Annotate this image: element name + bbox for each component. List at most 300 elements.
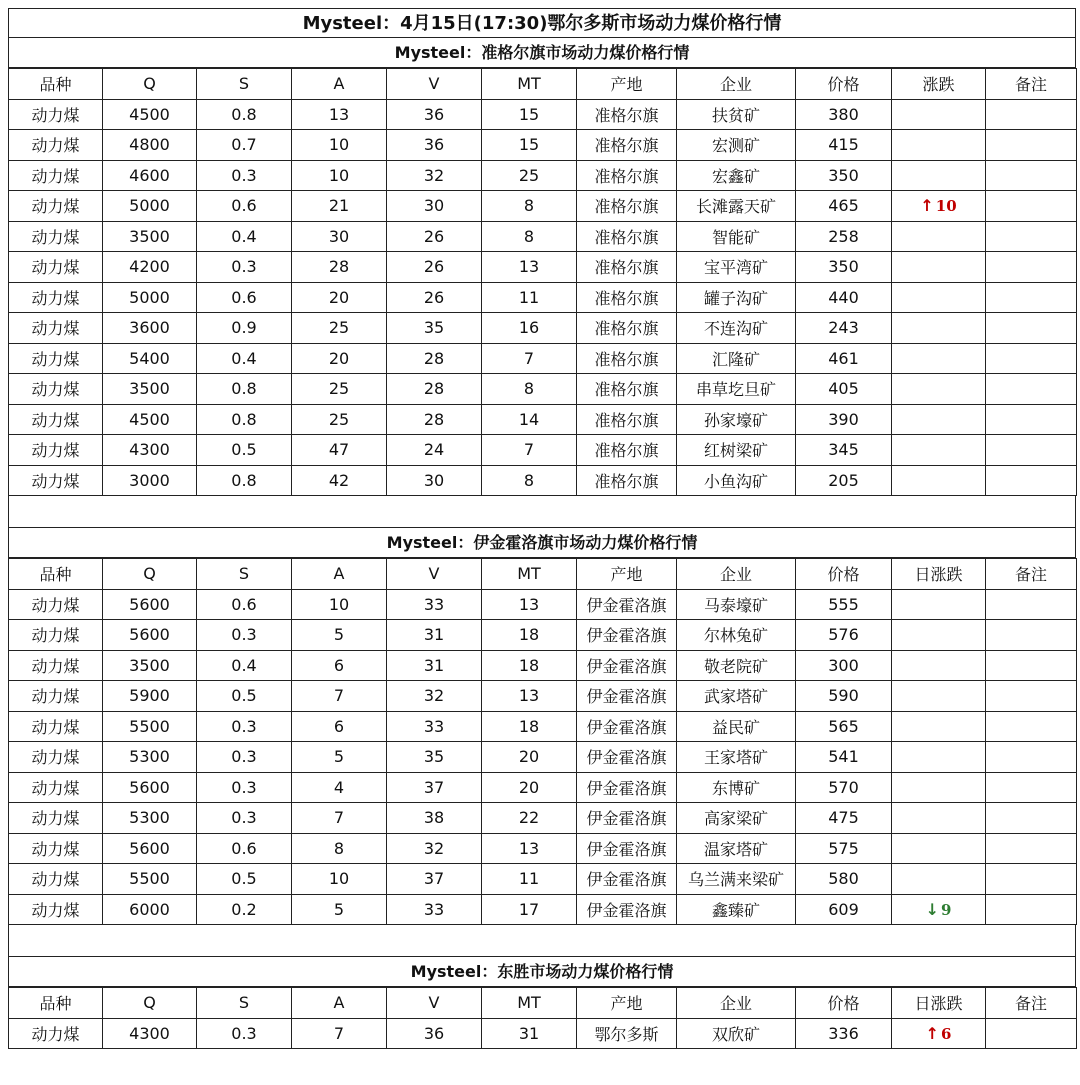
table-cell: 28 (387, 404, 482, 435)
table-cell: 26 (387, 252, 482, 283)
column-header: A (292, 69, 387, 100)
section-title: Mysteel：东胜市场动力煤价格行情 (8, 957, 1076, 987)
table-cell: 575 (796, 833, 892, 864)
report-title: Mysteel：4月15日(17:30)鄂尔多斯市场动力煤价格行情 (8, 8, 1076, 38)
column-header: Q (103, 559, 197, 590)
table-cell: 0.6 (197, 833, 292, 864)
table-cell: 4600 (103, 160, 197, 191)
change-cell (892, 252, 986, 283)
change-cell (892, 435, 986, 466)
table-cell: 动力煤 (9, 650, 103, 681)
change-cell (892, 864, 986, 895)
table-cell: 37 (387, 772, 482, 803)
table-cell: 伊金霍洛旗 (577, 894, 677, 925)
table-cell: 8 (482, 465, 577, 496)
table-cell: 动力煤 (9, 130, 103, 161)
table-row (9, 404, 1077, 435)
table-cell: 0.3 (197, 1018, 292, 1049)
table-cell: 15 (482, 130, 577, 161)
table-cell: 动力煤 (9, 313, 103, 344)
table-cell: 10 (292, 160, 387, 191)
down-arrow-icon: ↓ (925, 899, 939, 919)
table-cell: 7 (482, 435, 577, 466)
table-cell: 宝平湾矿 (677, 252, 796, 283)
table-cell: 590 (796, 681, 892, 712)
table-cell: 准格尔旗 (577, 374, 677, 405)
table-cell: 武家塔矿 (677, 681, 796, 712)
table-cell: 0.6 (197, 589, 292, 620)
change-cell (892, 833, 986, 864)
table-cell (986, 343, 1077, 374)
table-cell: 0.2 (197, 894, 292, 925)
table-cell: 390 (796, 404, 892, 435)
column-header: 品种 (9, 988, 103, 1019)
table-row (9, 160, 1077, 191)
table-cell: 0.6 (197, 282, 292, 313)
table-cell: 47 (292, 435, 387, 466)
table-cell: 5600 (103, 589, 197, 620)
column-header: 日涨跌 (892, 559, 986, 590)
table-cell: 动力煤 (9, 465, 103, 496)
table-cell (986, 864, 1077, 895)
column-header: Q (103, 69, 197, 100)
table-cell: 31 (387, 620, 482, 651)
table-cell (986, 742, 1077, 773)
change-cell (892, 772, 986, 803)
table-cell: 准格尔旗 (577, 435, 677, 466)
table-row (9, 343, 1077, 374)
table-cell: 宏测矿 (677, 130, 796, 161)
change-cell (892, 711, 986, 742)
table-cell: 准格尔旗 (577, 99, 677, 130)
table-cell: 13 (482, 833, 577, 864)
change-cell (892, 191, 986, 222)
table-cell (986, 650, 1077, 681)
table-row (9, 374, 1077, 405)
column-header: 企业 (677, 69, 796, 100)
table-row (9, 252, 1077, 283)
table-cell (986, 282, 1077, 313)
table-cell: 350 (796, 160, 892, 191)
table-cell (986, 191, 1077, 222)
table-cell: 37 (387, 864, 482, 895)
column-header: 企业 (677, 988, 796, 1019)
table-cell: 21 (292, 191, 387, 222)
table-cell: 33 (387, 894, 482, 925)
change-cell (892, 282, 986, 313)
table-row (9, 681, 1077, 712)
table-cell: 5500 (103, 711, 197, 742)
table-cell: 宏鑫矿 (677, 160, 796, 191)
table-cell: 10 (292, 864, 387, 895)
table-cell: 11 (482, 282, 577, 313)
table-cell: 555 (796, 589, 892, 620)
table-cell: 汇隆矿 (677, 343, 796, 374)
table-cell: 4300 (103, 435, 197, 466)
change-cell (892, 99, 986, 130)
table-cell: 36 (387, 130, 482, 161)
table-header-row (9, 69, 1077, 100)
table-cell: 长滩露天矿 (677, 191, 796, 222)
table-cell: 5600 (103, 833, 197, 864)
column-header: 价格 (796, 988, 892, 1019)
table-cell: 动力煤 (9, 589, 103, 620)
table-cell: 0.8 (197, 374, 292, 405)
table-cell: 动力煤 (9, 221, 103, 252)
table-row (9, 282, 1077, 313)
table-row (9, 130, 1077, 161)
table-header-row (9, 559, 1077, 590)
table-cell: 0.3 (197, 160, 292, 191)
table-cell: 7 (292, 681, 387, 712)
table-cell: 0.9 (197, 313, 292, 344)
table-cell: 5900 (103, 681, 197, 712)
table-cell: 准格尔旗 (577, 160, 677, 191)
table-cell: 258 (796, 221, 892, 252)
table-cell: 22 (482, 803, 577, 834)
table-row (9, 435, 1077, 466)
column-header: V (387, 559, 482, 590)
table-cell: 益民矿 (677, 711, 796, 742)
section-title: Mysteel：伊金霍洛旗市场动力煤价格行情 (8, 528, 1076, 558)
table-cell: 马泰壕矿 (677, 589, 796, 620)
table-cell: 35 (387, 742, 482, 773)
table-cell: 5 (292, 894, 387, 925)
table-cell: 30 (387, 191, 482, 222)
table-cell: 25 (292, 404, 387, 435)
column-header: 日涨跌 (892, 988, 986, 1019)
table-cell: 0.8 (197, 404, 292, 435)
table-cell: 4500 (103, 404, 197, 435)
table-cell: 31 (482, 1018, 577, 1049)
change-value: 6 (940, 1024, 952, 1043)
table-cell: 26 (387, 221, 482, 252)
table-cell: 伊金霍洛旗 (577, 589, 677, 620)
table-cell: 4500 (103, 99, 197, 130)
table-cell (986, 465, 1077, 496)
table-cell: 0.3 (197, 772, 292, 803)
table-cell: 8 (482, 191, 577, 222)
table-cell: 伊金霍洛旗 (577, 772, 677, 803)
table-row (9, 191, 1077, 222)
change-cell (892, 681, 986, 712)
table-cell (986, 404, 1077, 435)
table-cell: 205 (796, 465, 892, 496)
table-cell (986, 99, 1077, 130)
table-cell: 7 (292, 803, 387, 834)
table-cell: 6 (292, 650, 387, 681)
up-arrow-icon: ↑ (925, 1023, 939, 1043)
table-cell: 伊金霍洛旗 (577, 620, 677, 651)
table-cell (986, 681, 1077, 712)
table-cell: 高家梁矿 (677, 803, 796, 834)
table-row (9, 221, 1077, 252)
table-cell: 24 (387, 435, 482, 466)
table-cell: 智能矿 (677, 221, 796, 252)
table-cell: 准格尔旗 (577, 282, 677, 313)
table-cell: 350 (796, 252, 892, 283)
table-row (9, 620, 1077, 651)
column-header: 产地 (577, 559, 677, 590)
table-cell: 动力煤 (9, 894, 103, 925)
table-cell: 准格尔旗 (577, 130, 677, 161)
table-cell: 30 (387, 465, 482, 496)
change-cell (892, 404, 986, 435)
table-cell: 0.6 (197, 191, 292, 222)
table-cell: 8 (482, 374, 577, 405)
column-header: 涨跌 (892, 69, 986, 100)
table-row (9, 313, 1077, 344)
table-cell (986, 803, 1077, 834)
table-cell: 8 (482, 221, 577, 252)
table-cell: 18 (482, 711, 577, 742)
table-cell (986, 833, 1077, 864)
table-cell: 16 (482, 313, 577, 344)
table-cell: 28 (387, 343, 482, 374)
table-cell: 36 (387, 99, 482, 130)
table-cell: 440 (796, 282, 892, 313)
table-cell: 17 (482, 894, 577, 925)
table-cell: 13 (292, 99, 387, 130)
table-cell: 20 (482, 772, 577, 803)
table-cell: 10 (292, 589, 387, 620)
table-cell: 6 (292, 711, 387, 742)
table-cell: 4200 (103, 252, 197, 283)
table-cell: 动力煤 (9, 160, 103, 191)
table-cell: 准格尔旗 (577, 404, 677, 435)
table-cell: 15 (482, 99, 577, 130)
table-cell (986, 772, 1077, 803)
table-cell: 动力煤 (9, 374, 103, 405)
table-cell: 36 (387, 1018, 482, 1049)
change-cell (892, 313, 986, 344)
table-cell: 25 (292, 374, 387, 405)
up-arrow-icon: ↑ (920, 196, 934, 216)
table-cell: 尔林兔矿 (677, 620, 796, 651)
change-cell (892, 374, 986, 405)
change-cell (892, 894, 986, 925)
table-cell: 4800 (103, 130, 197, 161)
table-cell: 温家塔矿 (677, 833, 796, 864)
table-cell: 动力煤 (9, 772, 103, 803)
section-spacer (8, 496, 1076, 528)
table-cell: 570 (796, 772, 892, 803)
table-cell (986, 160, 1077, 191)
table-row (9, 864, 1077, 895)
table-cell: 5000 (103, 282, 197, 313)
table-cell: 动力煤 (9, 742, 103, 773)
table-cell: 准格尔旗 (577, 465, 677, 496)
table-cell: 准格尔旗 (577, 313, 677, 344)
table-cell (986, 435, 1077, 466)
table-cell: 33 (387, 589, 482, 620)
table-cell: 5400 (103, 343, 197, 374)
table-row (9, 742, 1077, 773)
table-cell: 动力煤 (9, 620, 103, 651)
table-cell: 伊金霍洛旗 (577, 711, 677, 742)
table-cell: 准格尔旗 (577, 191, 677, 222)
table-row (9, 465, 1077, 496)
table-cell: 动力煤 (9, 803, 103, 834)
table-cell: 双欣矿 (677, 1018, 796, 1049)
table-cell: 乌兰满来梁矿 (677, 864, 796, 895)
table-cell: 25 (292, 313, 387, 344)
table-cell: 动力煤 (9, 282, 103, 313)
price-table (8, 558, 1077, 925)
table-cell: 准格尔旗 (577, 252, 677, 283)
sections-container (8, 38, 1076, 1049)
table-cell: 42 (292, 465, 387, 496)
table-cell: 敬老院矿 (677, 650, 796, 681)
table-cell: 26 (387, 282, 482, 313)
table-cell: 7 (292, 1018, 387, 1049)
table-row (9, 1018, 1077, 1049)
table-cell: 3500 (103, 650, 197, 681)
table-cell: 动力煤 (9, 864, 103, 895)
table-cell (986, 894, 1077, 925)
table-cell: 415 (796, 130, 892, 161)
table-cell: 伊金霍洛旗 (577, 681, 677, 712)
column-header: S (197, 988, 292, 1019)
column-header: 备注 (986, 559, 1077, 590)
table-cell: 0.3 (197, 742, 292, 773)
column-header: 备注 (986, 69, 1077, 100)
table-cell: 28 (387, 374, 482, 405)
table-row (9, 711, 1077, 742)
table-cell: 不连沟矿 (677, 313, 796, 344)
table-cell: 动力煤 (9, 99, 103, 130)
table-cell: 461 (796, 343, 892, 374)
table-cell: 30 (292, 221, 387, 252)
table-cell: 0.4 (197, 343, 292, 374)
price-report-sheet (8, 8, 1076, 1049)
table-cell (986, 711, 1077, 742)
table-cell: 38 (387, 803, 482, 834)
table-cell (986, 221, 1077, 252)
table-cell: 336 (796, 1018, 892, 1049)
table-cell: 伊金霍洛旗 (577, 803, 677, 834)
table-cell: 伊金霍洛旗 (577, 650, 677, 681)
table-cell: 5000 (103, 191, 197, 222)
table-cell (986, 252, 1077, 283)
table-cell: 0.8 (197, 99, 292, 130)
table-cell: 31 (387, 650, 482, 681)
table-cell: 伊金霍洛旗 (577, 833, 677, 864)
table-cell: 0.5 (197, 435, 292, 466)
table-row (9, 803, 1077, 834)
table-cell: 动力煤 (9, 343, 103, 374)
table-cell: 576 (796, 620, 892, 651)
column-header: S (197, 69, 292, 100)
column-header: A (292, 988, 387, 1019)
table-cell: 动力煤 (9, 252, 103, 283)
table-cell: 4 (292, 772, 387, 803)
table-cell: 动力煤 (9, 435, 103, 466)
column-header: 产地 (577, 988, 677, 1019)
section-title: Mysteel：准格尔旗市场动力煤价格行情 (8, 38, 1076, 68)
table-row (9, 589, 1077, 620)
table-cell: 20 (292, 282, 387, 313)
table-cell: 18 (482, 620, 577, 651)
table-cell: 小鱼沟矿 (677, 465, 796, 496)
change-cell (892, 160, 986, 191)
table-cell: 6000 (103, 894, 197, 925)
table-cell: 3600 (103, 313, 197, 344)
table-cell: 25 (482, 160, 577, 191)
table-cell: 10 (292, 130, 387, 161)
table-cell: 7 (482, 343, 577, 374)
table-cell: 0.5 (197, 864, 292, 895)
table-cell: 0.7 (197, 130, 292, 161)
table-row (9, 772, 1077, 803)
table-cell: 动力煤 (9, 404, 103, 435)
table-cell: 0.4 (197, 650, 292, 681)
table-cell: 鄂尔多斯 (577, 1018, 677, 1049)
change-cell (892, 465, 986, 496)
column-header: Q (103, 988, 197, 1019)
table-header-row (9, 988, 1077, 1019)
table-cell (986, 313, 1077, 344)
column-header: 备注 (986, 988, 1077, 1019)
table-cell: 准格尔旗 (577, 343, 677, 374)
table-cell (986, 130, 1077, 161)
table-cell: 475 (796, 803, 892, 834)
table-cell: 405 (796, 374, 892, 405)
table-cell: 380 (796, 99, 892, 130)
table-cell: 0.3 (197, 711, 292, 742)
change-cell (892, 742, 986, 773)
table-cell: 3000 (103, 465, 197, 496)
change-value: 10 (935, 197, 957, 216)
table-cell: 8 (292, 833, 387, 864)
table-cell: 13 (482, 589, 577, 620)
table-cell: 580 (796, 864, 892, 895)
table-cell: 鑫臻矿 (677, 894, 796, 925)
table-cell: 准格尔旗 (577, 221, 677, 252)
section-spacer (8, 925, 1076, 957)
table-cell: 东博矿 (677, 772, 796, 803)
column-header: 品种 (9, 559, 103, 590)
table-cell: 5600 (103, 772, 197, 803)
table-cell (986, 620, 1077, 651)
table-cell: 300 (796, 650, 892, 681)
table-cell: 5300 (103, 742, 197, 773)
table-cell: 13 (482, 681, 577, 712)
table-cell: 王家塔矿 (677, 742, 796, 773)
table-cell: 20 (292, 343, 387, 374)
table-cell (986, 589, 1077, 620)
table-cell: 伊金霍洛旗 (577, 864, 677, 895)
table-cell: 11 (482, 864, 577, 895)
table-cell: 罐子沟矿 (677, 282, 796, 313)
table-cell: 动力煤 (9, 711, 103, 742)
table-row (9, 99, 1077, 130)
table-cell: 20 (482, 742, 577, 773)
column-header: S (197, 559, 292, 590)
table-cell: 465 (796, 191, 892, 222)
column-header: 价格 (796, 559, 892, 590)
table-cell: 4300 (103, 1018, 197, 1049)
table-cell: 565 (796, 711, 892, 742)
change-cell (892, 620, 986, 651)
table-cell: 5500 (103, 864, 197, 895)
table-cell: 动力煤 (9, 681, 103, 712)
table-cell: 18 (482, 650, 577, 681)
column-header: MT (482, 559, 577, 590)
price-table (8, 68, 1077, 496)
table-cell: 3500 (103, 374, 197, 405)
table-cell: 13 (482, 252, 577, 283)
